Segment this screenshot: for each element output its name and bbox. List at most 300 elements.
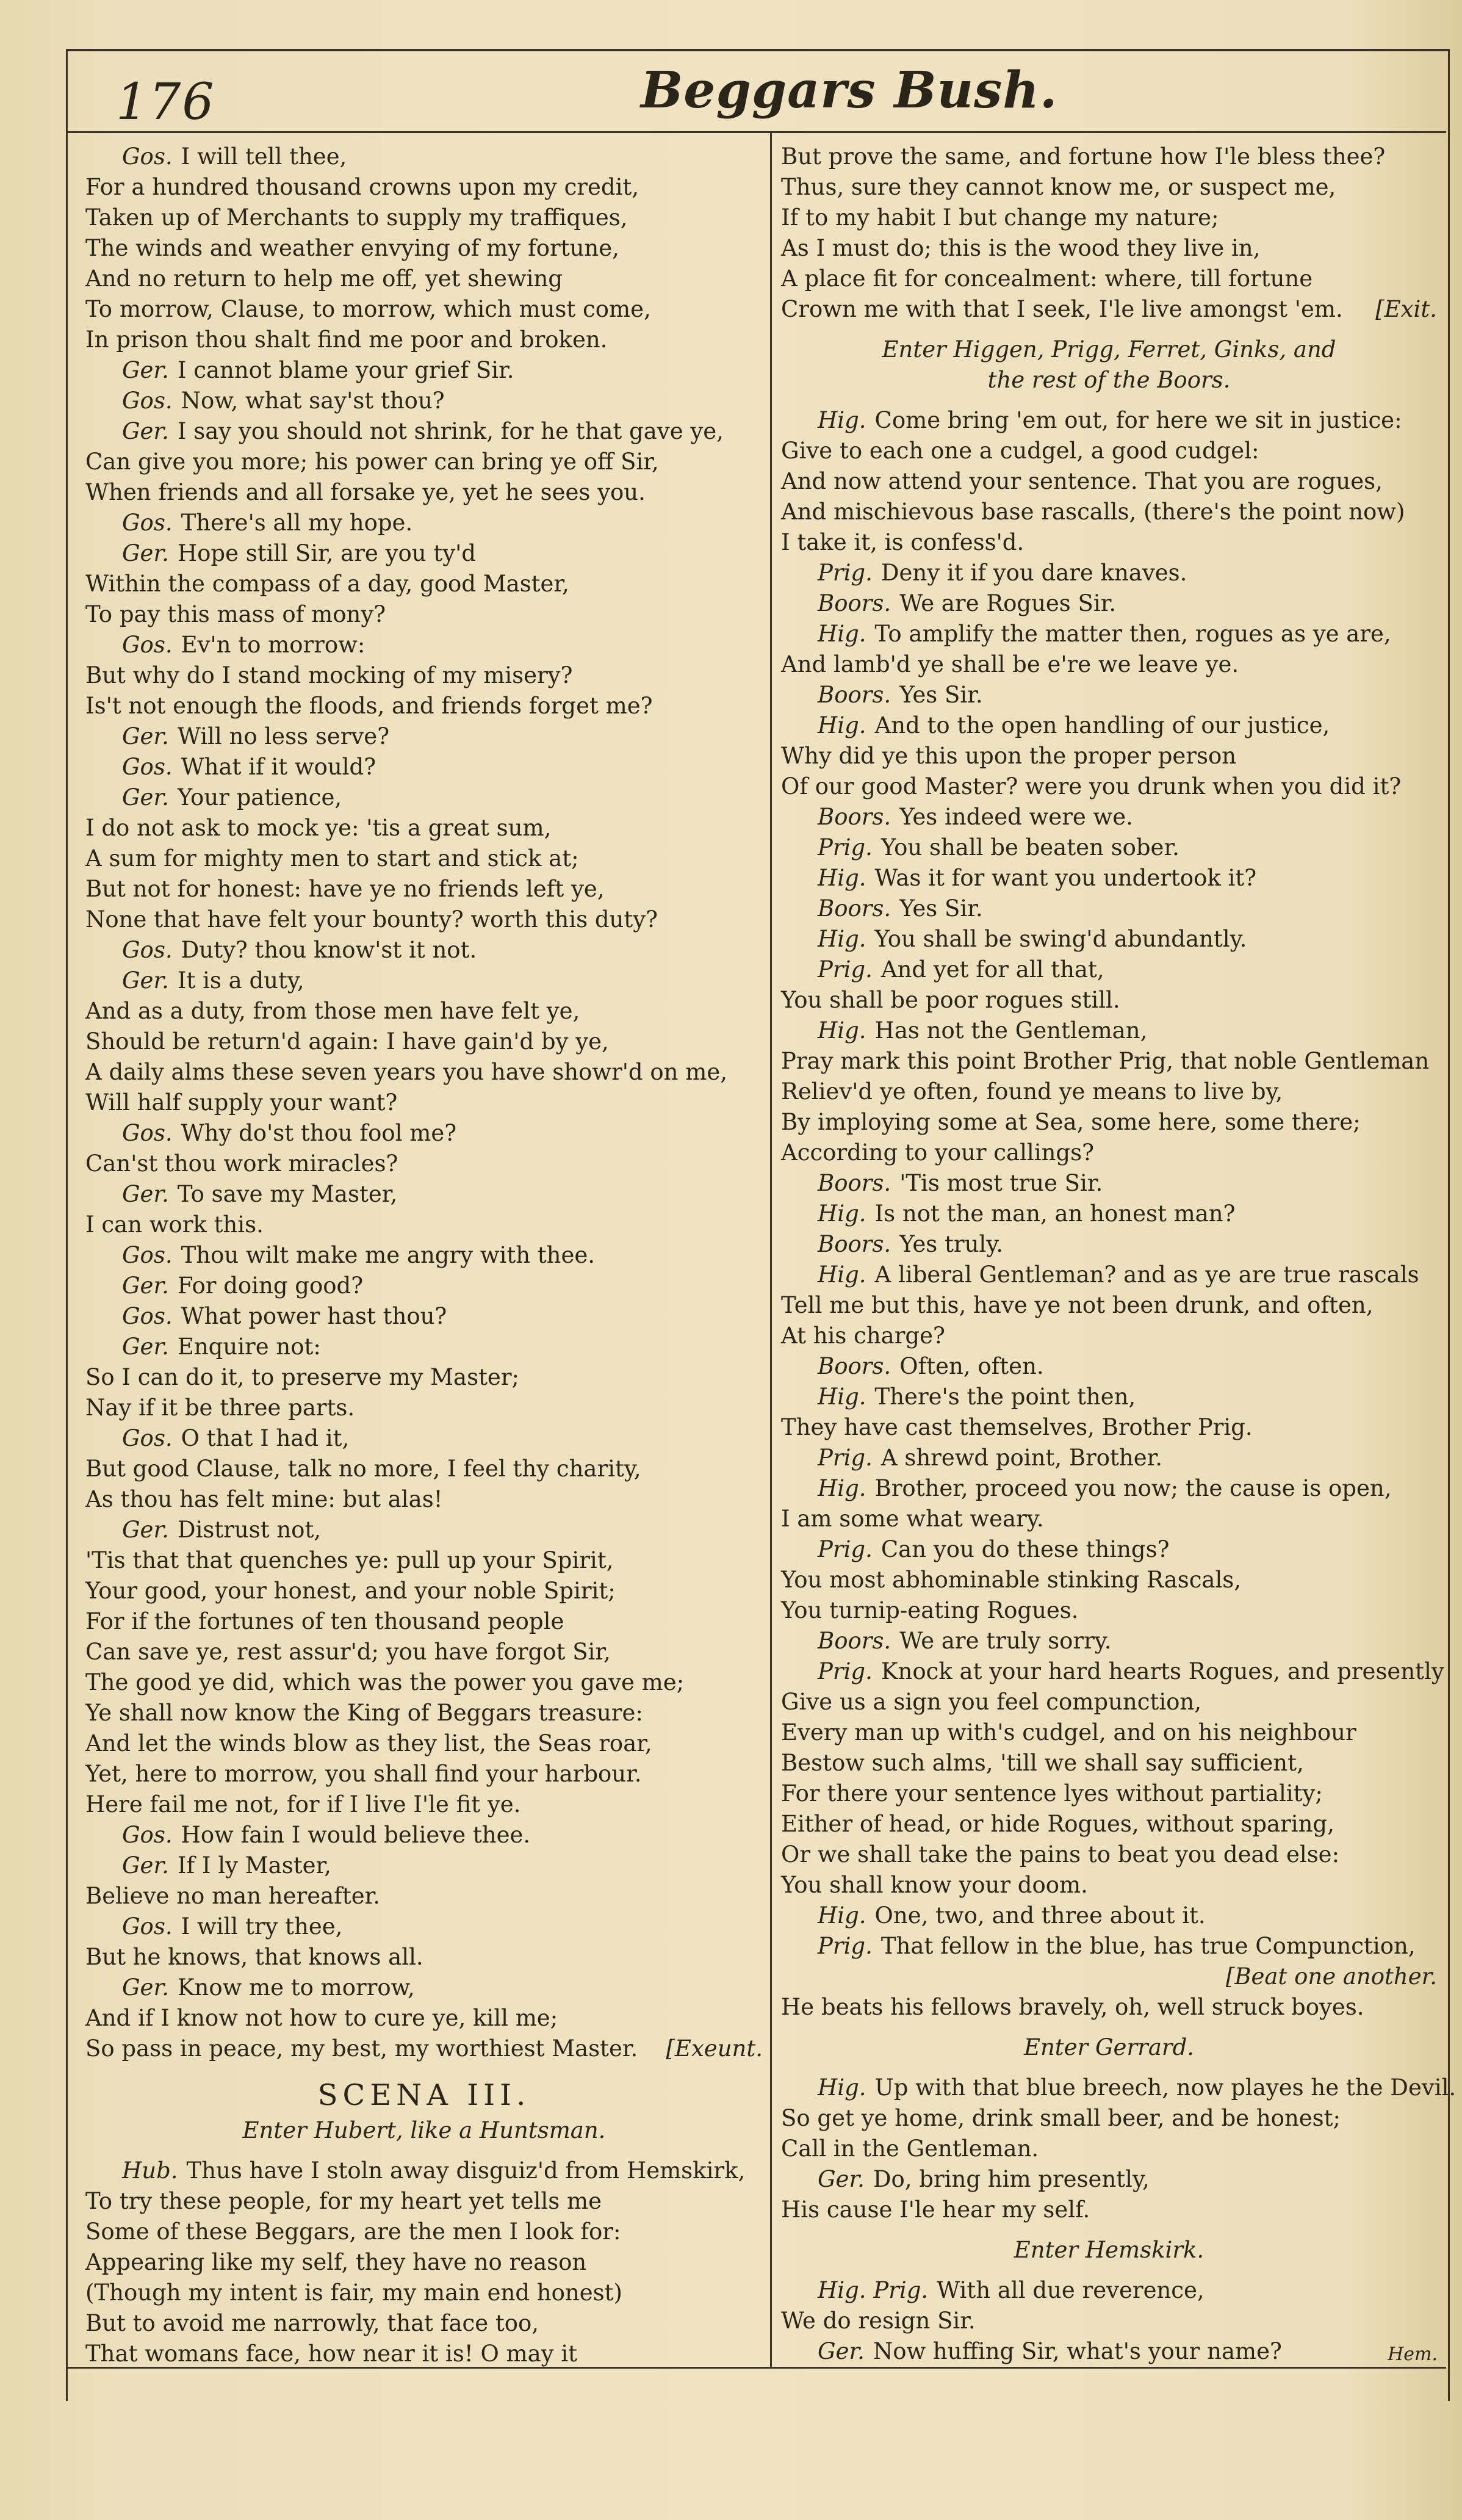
verse-line — [85, 630, 763, 660]
verse-line — [781, 771, 1437, 802]
speaker-name: Ger. — [818, 2338, 865, 2364]
line-text: His cause I'le hear my self. — [781, 2197, 1090, 2223]
line-text: Up with that blue breech, now playes he the Devil. — [874, 2074, 1457, 2101]
verse-line — [781, 294, 1437, 325]
verse-line — [85, 1332, 763, 1362]
verse-line — [85, 843, 763, 874]
verse-line — [85, 569, 763, 599]
line-text: Ye shall now know the King of Beggars treasure: — [85, 1700, 643, 1726]
verse-line — [781, 1351, 1437, 1382]
line-text: And yet for all that, — [880, 956, 1104, 983]
verse-line — [85, 2339, 763, 2369]
verse-line — [781, 894, 1437, 924]
line-text: Yet, here to morrow, you shall find your harbour. — [85, 1761, 642, 1787]
verse-line — [85, 508, 763, 538]
stage-direction-inline: [Beat one another. — [1225, 1963, 1437, 1990]
line-text: You shall be swing'd abundantly. — [874, 926, 1247, 952]
line-text: A daily alms these seven years you have showr'd on me, — [85, 1059, 727, 1085]
line-text: As thou has felt mine: but alas! — [85, 1486, 443, 1512]
verse-line — [781, 1016, 1437, 1046]
verse-line — [85, 447, 763, 477]
verse-line — [85, 1698, 763, 1728]
line-text: Bestow such alms, 'till we shall say sufficient, — [781, 1750, 1304, 1776]
verse-line — [781, 1321, 1437, 1351]
speaker-name: Boors. — [818, 895, 891, 922]
verse-line — [85, 538, 763, 569]
verse-line — [85, 1667, 763, 1698]
line-text: Know me to morrow, — [177, 1974, 415, 2001]
verse-line — [85, 325, 763, 355]
speaker-name: Gos. — [122, 510, 173, 536]
speaker-name: Boors. — [818, 1628, 891, 1654]
line-text: But not for honest: have ye no friends left ye, — [85, 876, 605, 902]
verse-line — [781, 203, 1437, 233]
line-text: What power hast thou? — [181, 1303, 447, 1329]
speaker-name: Gos. — [122, 937, 173, 963]
column-divider — [770, 133, 772, 2367]
verse-line — [85, 691, 763, 721]
verse-line — [85, 966, 763, 996]
verse-line — [781, 2164, 1437, 2195]
line-text: It is a duty, — [177, 967, 304, 994]
verse-line — [85, 1942, 763, 1973]
verse-line — [85, 386, 763, 416]
speaker-name: Gos. — [122, 388, 173, 414]
line-text: Yes Sir. — [899, 682, 983, 708]
line-text: Will no less serve? — [177, 723, 390, 749]
verse-line — [781, 1260, 1437, 1290]
verse-line — [85, 1393, 763, 1423]
line-text: Has not the Gentleman, — [874, 1017, 1148, 1044]
line-text: To try these people, for my heart yet tells me — [85, 2188, 602, 2214]
line-text: 'Tis most true Sir. — [899, 1170, 1103, 1196]
right-dialogue-boors — [781, 405, 1444, 2023]
speaker-name: Hig. — [818, 407, 866, 433]
speaker-name: Ger. — [122, 1517, 169, 1543]
verse-line — [85, 2156, 763, 2186]
line-text: And now attend your sentence. That you are rogues, — [781, 468, 1383, 494]
speaker-name: Prig. — [818, 956, 873, 983]
line-text: There's all my hope. — [181, 510, 413, 536]
verse-line — [85, 2034, 763, 2064]
line-text: Deny it if you dare knaves. — [880, 560, 1187, 586]
verse-line — [85, 1759, 763, 1789]
speaker-name: Hig. — [818, 621, 866, 647]
line-text: The good ye did, which was the power you gave me; — [85, 1669, 685, 1695]
speaker-name: Hig. — [818, 1475, 866, 1501]
verse-line — [85, 233, 763, 264]
speaker-name: Prig. — [818, 1658, 873, 1684]
line-text: If to my habit I but change my nature; — [781, 204, 1219, 231]
verse-line — [781, 619, 1437, 649]
stage-direction-enter-boors-2: the rest of the Boors. — [987, 367, 1231, 393]
line-text: (Though my intent is fair, my main end honest) — [85, 2280, 622, 2306]
speaker-name: Boors. — [818, 1231, 891, 1257]
speaker-name: Gos. — [122, 1822, 173, 1848]
stage-direction-inline: [Exit. — [1375, 296, 1437, 322]
line-text: We do resign Sir. — [781, 2308, 976, 2334]
verse-line — [85, 1118, 763, 1149]
speaker-name: Ger. — [122, 1181, 169, 1207]
right-dialogue-hemskirk — [781, 2275, 1437, 2367]
line-text: 'Tis that that quenches ye: pull up your Spirit, — [85, 1547, 614, 1573]
scene-entrance: Enter Hubert, like a Huntsman. — [242, 2117, 606, 2143]
speaker-name: Hig. — [818, 865, 866, 891]
verse-line — [85, 782, 763, 813]
line-text: Every man up with's cudgel, and on his neighbour — [781, 1719, 1356, 1746]
verse-line — [781, 1473, 1437, 1504]
line-text: Will half supply your want? — [85, 1089, 398, 1116]
verse-line — [781, 649, 1437, 680]
verse-line — [85, 477, 763, 508]
line-text: And let the winds blow as they list, the Seas roar, — [85, 1730, 652, 1756]
speaker-name: Prig. — [818, 1933, 873, 1959]
line-text: A shrewd point, Brother. — [880, 1445, 1163, 1471]
speaker-name: Hig. — [818, 1384, 866, 1410]
line-text: Within the compass of a day, good Master, — [85, 571, 569, 597]
speaker-name: Ger. — [122, 357, 169, 383]
speaker-name: Ger. — [122, 1852, 169, 1879]
speaker-name: Ger. — [122, 1273, 169, 1299]
verse-line — [781, 2336, 1437, 2367]
verse-line — [85, 1210, 763, 1240]
verse-line — [781, 1687, 1437, 1717]
line-text: Why did ye this upon the proper person — [781, 743, 1237, 769]
line-text: And to the open handling of our justice, — [874, 712, 1330, 738]
line-text: Can'st thou work miracles? — [85, 1150, 398, 1177]
stage-direction-inline: [Exeunt. — [666, 2035, 763, 2062]
verse-line — [781, 1229, 1437, 1260]
line-text: How fain I would believe thee. — [181, 1822, 531, 1848]
speaker-name: Ger. — [122, 540, 169, 566]
stage-direction-enter-gerrard: Enter Gerrard. — [1023, 2034, 1195, 2060]
verse-line — [85, 2003, 763, 2034]
verse-line — [781, 588, 1437, 619]
verse-line — [85, 1149, 763, 1179]
line-text: As I must do; this is the wood they live in, — [781, 235, 1261, 261]
line-text: Here fail me not, for if I live I'le fit ye. — [85, 1791, 521, 1818]
line-text: What if it would? — [181, 754, 376, 780]
line-text: You turnip-eating Rogues. — [781, 1597, 1079, 1623]
line-text: I cannot blame your grief Sir. — [177, 357, 514, 383]
verse-line — [781, 497, 1437, 527]
line-text: I can work this. — [85, 1211, 264, 1238]
line-text: I am some what weary. — [781, 1506, 1044, 1532]
verse-line — [781, 1565, 1437, 1595]
line-text: One, two, and three about it. — [874, 1902, 1206, 1929]
line-text: At his charge? — [781, 1323, 945, 1349]
running-title: Beggars Bush. — [641, 61, 1058, 120]
line-text: With all due reverence, — [937, 2277, 1205, 2303]
line-text: Was it for want you undertook it? — [874, 865, 1257, 891]
line-text: A place fit for concealment: where, till fortune — [781, 265, 1313, 292]
speaker-name: Ger. — [122, 1334, 169, 1360]
speaker-name: Gos. — [122, 754, 173, 780]
verse-line — [781, 924, 1437, 955]
page-number: 176 — [116, 73, 215, 131]
line-text: I take it, is confess'd. — [781, 529, 1024, 555]
verse-line — [85, 1606, 763, 1637]
line-text: Of our good Master? were you drunk when you did it? — [781, 773, 1402, 800]
verse-line — [781, 863, 1437, 894]
verse-line — [85, 1271, 763, 1301]
line-text: Now, what say'st thou? — [181, 388, 445, 414]
verse-line — [85, 904, 763, 935]
line-text: To save my Master, — [177, 1181, 398, 1207]
verse-line — [781, 1931, 1437, 1962]
header-rule — [66, 131, 1446, 133]
line-text: Hope still Sir, are you ty'd — [177, 540, 476, 566]
left-dialogue — [85, 142, 763, 2064]
line-text: For there your sentence lyes without partiality; — [781, 1780, 1323, 1807]
verse-line — [781, 2103, 1437, 2134]
line-text: According to your callings? — [781, 1139, 1094, 1166]
line-text: If I ly Master, — [177, 1852, 331, 1879]
verse-line — [781, 466, 1437, 497]
verse-line — [781, 436, 1437, 466]
line-text: To morrow, Clause, to morrow, which must come, — [85, 296, 651, 322]
verse-line — [781, 1595, 1437, 1626]
verse-line — [85, 1850, 763, 1881]
line-text: Thou wilt make me angry with thee. — [181, 1242, 596, 1268]
line-text: Call in the Gentleman. — [781, 2136, 1039, 2162]
line-text: Pray mark this point Brother Prig, that noble Gentleman — [781, 1048, 1430, 1074]
line-text: Yes indeed were we. — [899, 804, 1133, 830]
verse-line — [85, 1179, 763, 1210]
line-text: Nay if it be three parts. — [85, 1395, 355, 1421]
verse-line — [85, 1912, 763, 1942]
right-column — [781, 142, 1457, 2367]
speaker-name: Ger. — [818, 2166, 865, 2192]
verse-line — [781, 710, 1437, 741]
line-text: We are Rogues Sir. — [899, 590, 1117, 616]
speaker-name: Ger. — [122, 723, 169, 749]
verse-line — [85, 355, 763, 386]
line-text: That fellow in the blue, has true Compunction, — [880, 1933, 1416, 1959]
line-text: But prove the same, and fortune how I'le bless thee? — [781, 143, 1386, 170]
verse-line — [85, 416, 763, 447]
speaker-name: Hig. — [818, 1017, 866, 1044]
line-text: Knock at your hard hearts Rogues, and presently — [880, 1658, 1444, 1684]
speaker-name: Gos. — [122, 1120, 173, 1146]
verse-line — [85, 1454, 763, 1484]
line-text: You most abhominable stinking Rascals, — [781, 1567, 1242, 1593]
line-text: And lamb'd ye shall be e're we leave ye. — [781, 651, 1239, 677]
verse-line — [781, 2134, 1437, 2164]
left-dialogue-continued — [85, 2156, 763, 2369]
speaker-name: Gos. — [122, 632, 173, 658]
verse-line — [85, 1637, 763, 1667]
verse-line — [781, 527, 1437, 558]
verse-line — [85, 1881, 763, 1912]
verse-line — [85, 264, 763, 294]
verse-line — [781, 172, 1437, 203]
line-text: Often, often. — [899, 1353, 1044, 1379]
line-text: So pass in peace, my best, my worthiest Master. — [85, 2035, 638, 2062]
verse-line — [781, 1534, 1437, 1565]
verse-line — [781, 1901, 1437, 1931]
stage-direction-enter-boors-1: Enter Higgen, Prigg, Ferret, Ginks, and — [882, 336, 1336, 363]
line-text: That womans face, how near it is! O may it — [85, 2341, 578, 2367]
verse-line — [781, 1107, 1437, 1138]
speaker-name: Prig. — [818, 1445, 873, 1471]
line-text: Enquire not: — [177, 1334, 321, 1360]
verse-line — [781, 1504, 1437, 1534]
verse-line — [781, 1778, 1437, 1809]
line-text: Brother, proceed you now; the cause is open, — [874, 1475, 1392, 1501]
speaker-name: Ger. — [122, 784, 169, 811]
speaker-name: Hig. — [818, 1200, 866, 1227]
verse-line — [85, 874, 763, 904]
speaker-name: Hig. — [818, 926, 866, 952]
line-text: You shall be poor rogues still. — [781, 987, 1120, 1013]
line-text: There's the point then, — [874, 1384, 1136, 1410]
verse-line — [781, 1290, 1437, 1321]
verse-line — [781, 2073, 1457, 2103]
speaker-name: Boors. — [818, 590, 891, 616]
verse-line — [781, 1748, 1437, 1778]
verse-line — [781, 1870, 1437, 1901]
verse-line — [781, 233, 1437, 264]
speaker-name: Ger. — [122, 1974, 169, 2001]
verse-line — [85, 142, 763, 172]
speaker-name: Gos. — [122, 1242, 173, 1268]
verse-line — [85, 599, 763, 630]
speaker-name: Hig. — [818, 1262, 866, 1288]
line-text: To pay this mass of mony? — [85, 601, 386, 627]
line-text: Why do'st thou fool me? — [181, 1120, 457, 1146]
verse-line — [781, 680, 1437, 710]
verse-line — [781, 1138, 1437, 1168]
left-column — [85, 142, 763, 2369]
line-text: None that have felt your bounty? worth this duty? — [85, 906, 658, 933]
line-text: In prison thou shalt find me poor and broken. — [85, 327, 608, 353]
verse-line — [781, 558, 1437, 588]
line-text: Thus have I stoln away disguiz'd from Hemskirk, — [186, 2157, 746, 2184]
line-text: You shall be beaten sober. — [880, 834, 1179, 861]
line-text: Is't not enough the floods, and friends forget me? — [85, 693, 653, 719]
speaker-name: Hub. — [122, 2157, 178, 2184]
verse-line — [85, 1027, 763, 1057]
verse-line — [85, 203, 763, 233]
line-text: I will try thee, — [181, 1913, 343, 1940]
line-text: But good Clause, talk no more, I feel thy charity, — [85, 1456, 641, 1482]
line-text: Distrust not, — [177, 1517, 322, 1543]
verse-line — [781, 2275, 1437, 2306]
line-text: You shall know your doom. — [781, 1872, 1088, 1898]
verse-line — [781, 1839, 1437, 1870]
line-text: For a hundred thousand crowns upon my credit, — [85, 174, 639, 200]
line-text: For doing good? — [177, 1273, 364, 1299]
verse-line — [85, 1728, 763, 1759]
line-text: Duty? thou know'st it not. — [181, 937, 477, 963]
line-text: Ev'n to morrow: — [181, 632, 366, 658]
line-text: Yes Sir. — [899, 895, 983, 922]
line-text: And no return to help me off, yet shewing — [85, 265, 563, 292]
verse-line — [781, 1412, 1437, 1443]
verse-line — [781, 1443, 1437, 1473]
line-text: Do, bring him presently, — [873, 2166, 1150, 2192]
verse-line — [781, 1382, 1437, 1412]
speaker-name: Prig. — [818, 560, 873, 586]
verse-line — [781, 1077, 1437, 1107]
verse-line — [85, 996, 763, 1027]
right-dialogue-gerrard — [781, 2073, 1457, 2225]
verse-line — [85, 935, 763, 966]
line-text: Believe no man hereafter. — [85, 1883, 381, 1909]
speaker-name: Prig. — [818, 1536, 873, 1562]
line-text: Now huffing Sir, what's your name? — [873, 2338, 1282, 2364]
verse-line — [85, 813, 763, 843]
line-text: But why do I stand mocking of my misery? — [85, 662, 573, 688]
line-text: We are truly sorry. — [899, 1628, 1112, 1654]
speaker-name: Boors. — [818, 1353, 891, 1379]
line-text: Your patience, — [177, 784, 342, 811]
verse-line — [85, 1362, 763, 1393]
line-text: And as a duty, from those men have felt ye, — [85, 998, 580, 1024]
verse-line — [85, 1576, 763, 1606]
line-text: Or we shall take the pains to beat you dead else: — [781, 1841, 1340, 1868]
verse-line — [85, 1057, 763, 1088]
stage-direction-enter-hemskirk: Enter Hemskirk. — [1014, 2237, 1205, 2263]
line-text: Give us a sign you feel compunction, — [781, 1689, 1202, 1715]
line-text: So I can do it, to preserve my Master; — [85, 1364, 519, 1390]
verse-line — [85, 1484, 763, 1515]
verse-line — [781, 1717, 1437, 1748]
line-text: Come bring 'em out, for here we sit in justice: — [874, 407, 1402, 433]
line-text: But he knows, that knows all. — [85, 1944, 423, 1970]
verse-line — [781, 802, 1437, 832]
line-text: Crown me with that I seek, I'le live amongst 'em. — [781, 296, 1343, 322]
catchword: Hem. — [1388, 2344, 1438, 2365]
verse-line — [85, 1789, 763, 1820]
verse-line — [85, 1973, 763, 2003]
verse-line — [781, 405, 1437, 436]
verse-line — [781, 1168, 1437, 1199]
line-text: Is not the man, an honest man? — [874, 1200, 1236, 1227]
line-text: Can you do these things? — [880, 1536, 1170, 1562]
verse-line — [781, 1626, 1437, 1656]
line-text: Yes truly. — [899, 1231, 1004, 1257]
verse-line — [781, 955, 1437, 985]
speaker-name: Hig. — [818, 1902, 866, 1929]
speaker-name: Hig. Prig. — [818, 2277, 929, 2303]
speaker-name: Hig. — [818, 712, 866, 738]
verse-line — [85, 2186, 763, 2217]
speaker-name: Gos. — [122, 1913, 173, 1940]
speaker-name: Gos. — [122, 1303, 173, 1329]
line-text: Appearing like my self, they have no reason — [85, 2249, 587, 2275]
line-text: The winds and weather envying of my fortune, — [85, 235, 619, 261]
line-text: But to avoid me narrowly, that face too, — [85, 2310, 539, 2336]
speaker-name: Gos. — [122, 1425, 173, 1451]
speaker-name: Boors. — [818, 682, 891, 708]
verse-line — [781, 1199, 1437, 1229]
verse-line — [781, 2306, 1437, 2336]
verse-line — [85, 1515, 763, 1545]
verse-line — [781, 264, 1437, 294]
scene-heading: SCENA III. — [317, 2078, 531, 2112]
verse-line — [85, 1301, 763, 1332]
speaker-name: Ger. — [122, 967, 169, 994]
line-text: Can save ye, rest assur'd; you have forgot Sir, — [85, 1639, 611, 1665]
line-text: For if the fortunes of ten thousand people — [85, 1608, 564, 1634]
verse-line — [781, 741, 1437, 771]
line-text: To amplify the matter then, rogues as ye are, — [874, 621, 1391, 647]
verse-line — [781, 1962, 1437, 1992]
line-text: And mischievous base rascalls, (there's the point now) — [781, 499, 1405, 525]
verse-line — [85, 1820, 763, 1850]
